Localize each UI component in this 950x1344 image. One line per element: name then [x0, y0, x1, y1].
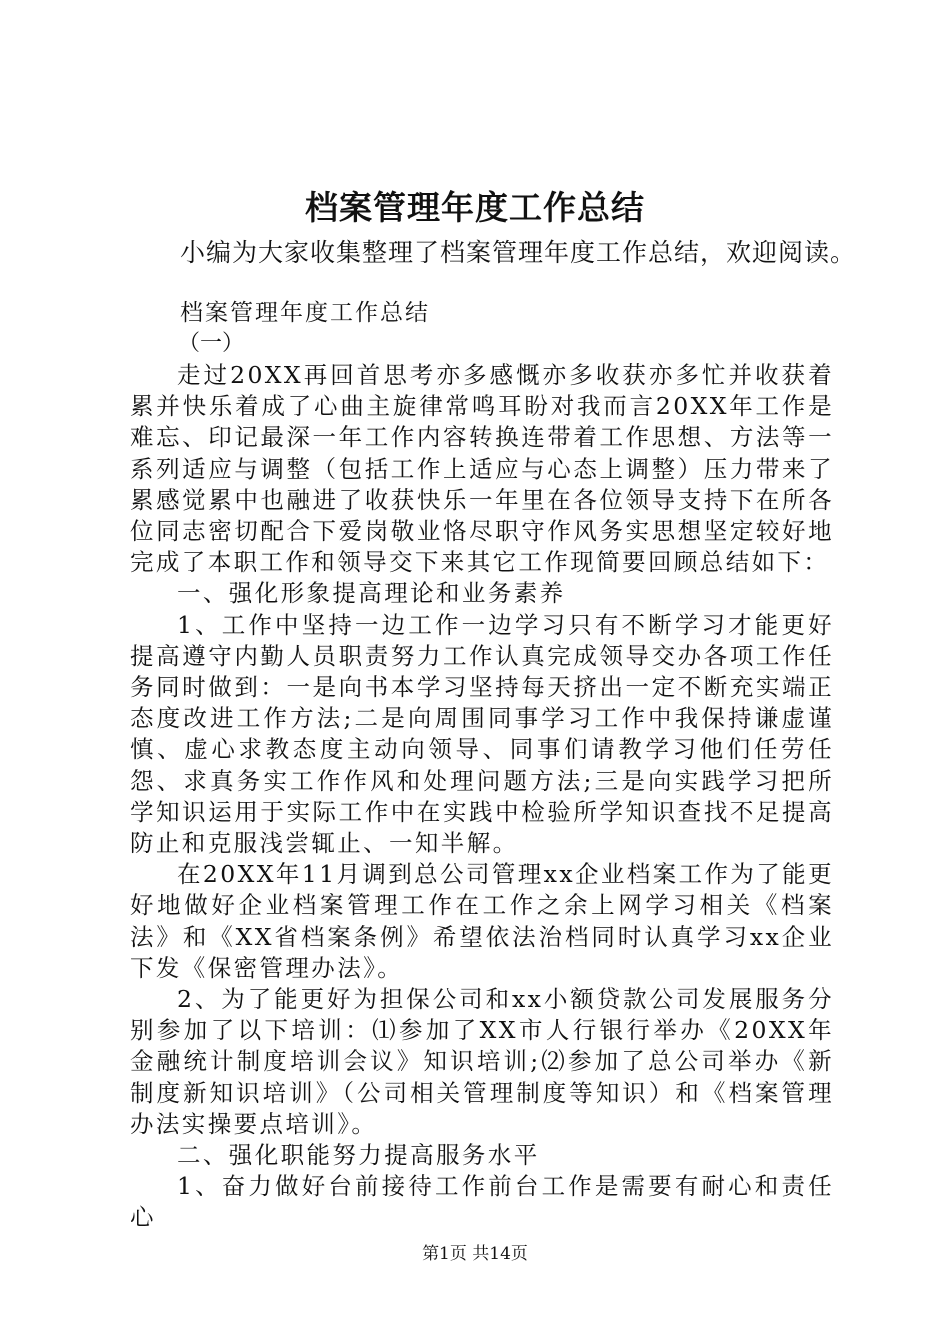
- document-subtitle: 档案管理年度工作总结: [180, 300, 430, 326]
- paragraph: 1、工作中坚持一边工作一边学习只有不断学习才能更好提高遵守内勤人员职责努力工作认真完成领导交办各项工作任务同时做到：一是向书本学习坚持每天挤出一定不断充实端正态度改进工作方法;二是向周围同事学习工作中我保持谦虚谨慎、虚心求教态度主动向领导、同事们请教学习他们任劳任怨、求真务实工作作风和处理问题方法;三是向实践学习把所学知识运用于实际工作中在实践中检验所学知识查找不足提高防止和克服浅尝辄止、一知半解。: [130, 610, 834, 858]
- document-body: [130, 360, 834, 1234]
- paragraph: 走过20XX再回首思考亦多感慨亦多收获亦多忙并收获着累并快乐着成了心曲主旋律常鸣耳盼对我而言20XX年工作是难忘、印记最深一年工作内容转换连带着工作思想、方法等一系列适应与调整（包括工作上适应与心态上调整）压力带来了累感觉累中也融进了收获快乐一年里在各位领导支持下在所各位同志密切配合下爱岗敬业恪尽职守作风务实思想坚定较好地完成了本职工作和领导交下来其它工作现简要回顾总结如下：: [130, 361, 834, 577]
- page-footer: 第1页 共14页: [422, 1244, 528, 1264]
- paragraph: 在20XX年11月调到总公司管理xx企业档案工作为了能更好地做好企业档案管理工作在工作之余上网学习相关《档案法》和《XX省档案条例》希望依法治档同时认真学习xx企业下发《保密管理办法》。: [130, 860, 834, 982]
- section-heading: 二、强化职能努力提高服务水平: [177, 1141, 540, 1170]
- section-heading: 一、强化形象提高理论和业务素养: [177, 579, 566, 608]
- section-number: （一）: [178, 331, 245, 356]
- document-title: 档案管理年度工作总结: [305, 188, 645, 227]
- paragraph: 1、奋力做好台前接待工作前台工作是需要有耐心和责任心: [130, 1172, 834, 1232]
- intro-text: 小编为大家收集整理了档案管理年度工作总结，欢迎阅读。: [180, 238, 857, 267]
- paragraph: 2、为了能更好为担保公司和xx小额贷款公司发展服务分别参加了以下培训：⑴参加了XX市人行银行举办《20XX年金融统计制度培训会议》知识培训;⑵参加了总公司举办《新制度新知识培训》（公司相关管理制度等知识）和《档案管理办法实操要点培训》。: [130, 985, 834, 1138]
